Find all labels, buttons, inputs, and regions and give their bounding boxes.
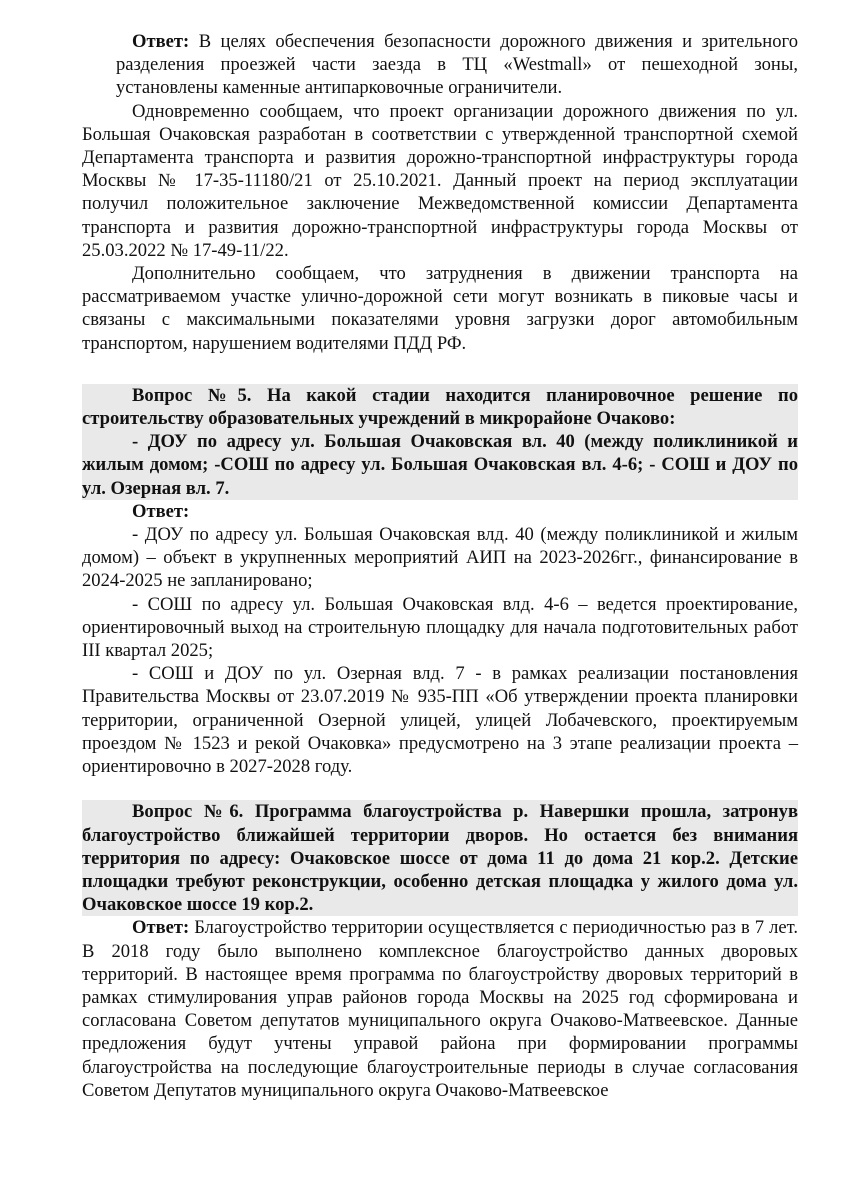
question-5-items: - ДОУ по адресу ул. Большая Очаковская вл. 40 (между поликлиникой и жилым домом; -СОШ по адресу ул. Большая Очаковская вл. 4-6; - СОШ и ДОУ по ул. Озерная вл. 7. [82, 431, 798, 499]
answer-text: В целях обеспечения безопасности дорожного движения и зрительного разделения проезжей части заезда в ТЦ «Westmall» от пешеходной зоны, установлены каменные антипарковочные ограничители. [116, 31, 798, 99]
answer-5-item-2: - СОШ по адресу ул. Большая Очаковская влд. 4-6 – ведется проектирование, ориентировочный выход на строительную площадку для начала подготовительных работ III квартал 2025; [82, 593, 798, 662]
answer-5-item-1: - ДОУ по адресу ул. Большая Очаковская влд. 40 (между поликлиникой и жилым домом) – объект в укрупненных мероприятий АИП на 2023-2026гг., финансирование в 2024-2025 не запланировано; [82, 524, 798, 592]
question-6-box [82, 800, 798, 916]
answer-5-item-3: - СОШ и ДОУ по ул. Озерная влд. 7 - в рамках реализации постановления Правительства Москвы от 23.07.2019 № 935-ПП «Об утверждении проекта планировки территории, ограниченной Озерной улицей, улицей Лобачевского, проектируемым проездом № 1523 и рекой Очаковка» предусмотрено на 3 этапе реализации проекта – ориентировочно в 2027-2028 году. [82, 663, 798, 778]
question-6-text: Вопрос №6. Программа благоустройства р. Навершки прошла, затронув благоустройство ближайшей территории дворов. Но остается без внимания территория по адресу: Очаковское шоссе от дома 11 до дома 21 кор.2. Детские площадки требуют реконструкции, особенно детская площадка у жилого дома ул. Очаковское шоссе 19 кор.2. [82, 801, 798, 916]
answer-6-paragraph [82, 916, 798, 1102]
paragraph-project: Одновременно сообщаем, что проект организации дорожного движения по ул. Большая Очаковская разработан в соответствии с утвержденной транспортной схемой Департамента транспорта и развития дорожно-транспортной инфраструктуры города Москвы № 17-35-11180/21 от 25.10.2021. Данный проект на период эксплуатации получил положительное заключение Межведомственной комиссии Департамента транспорта и развития дорожно-транспортной инфраструктуры города Москвы от 25.03.2022 № 17-49-11/22. [82, 100, 798, 261]
answer-label: Ответ: [132, 31, 190, 52]
answer-label: Ответ: [132, 917, 190, 939]
paragraph-additional: Дополнительно сообщаем, что затруднения в движении транспорта на рассматриваемом участке улично-дорожной сети могут возникать в пиковые часы и связаны с максимальными показателями уровня загрузки дорог автомобильным транспортом, нарушением водителями ПДД РФ. [82, 263, 798, 354]
answer-6-text: Благоустройство территории осуществляется с периодичностью раз в 7 лет. В 2018 году было выполнено комплексное благоустройство данных дворовых территорий. В настоящее время программа по благоустройству дворовых территорий в рамках стимулирования управ районов города Москвы на 2025 год сформирована и согласована Советом депутатов муниципального округа Очаково-Матвеевское. Данные предложения будут учтены управой района при формировании программы благоустройства на последующие благоустроительные периоды в случае согласования Советом Депутатов муниципального округа Очаково-Матвеевское [82, 917, 798, 1101]
question-5-box [82, 384, 798, 500]
answer-paragraph-1 [82, 30, 798, 100]
spacer [82, 778, 798, 800]
question-5-text: Вопрос №5. На какой стадии находится планировочное решение по строительству образовательных учреждений в микрорайоне Очаково: [82, 384, 798, 430]
spacer [82, 355, 798, 384]
answer-5-heading: Ответ: [132, 500, 190, 522]
